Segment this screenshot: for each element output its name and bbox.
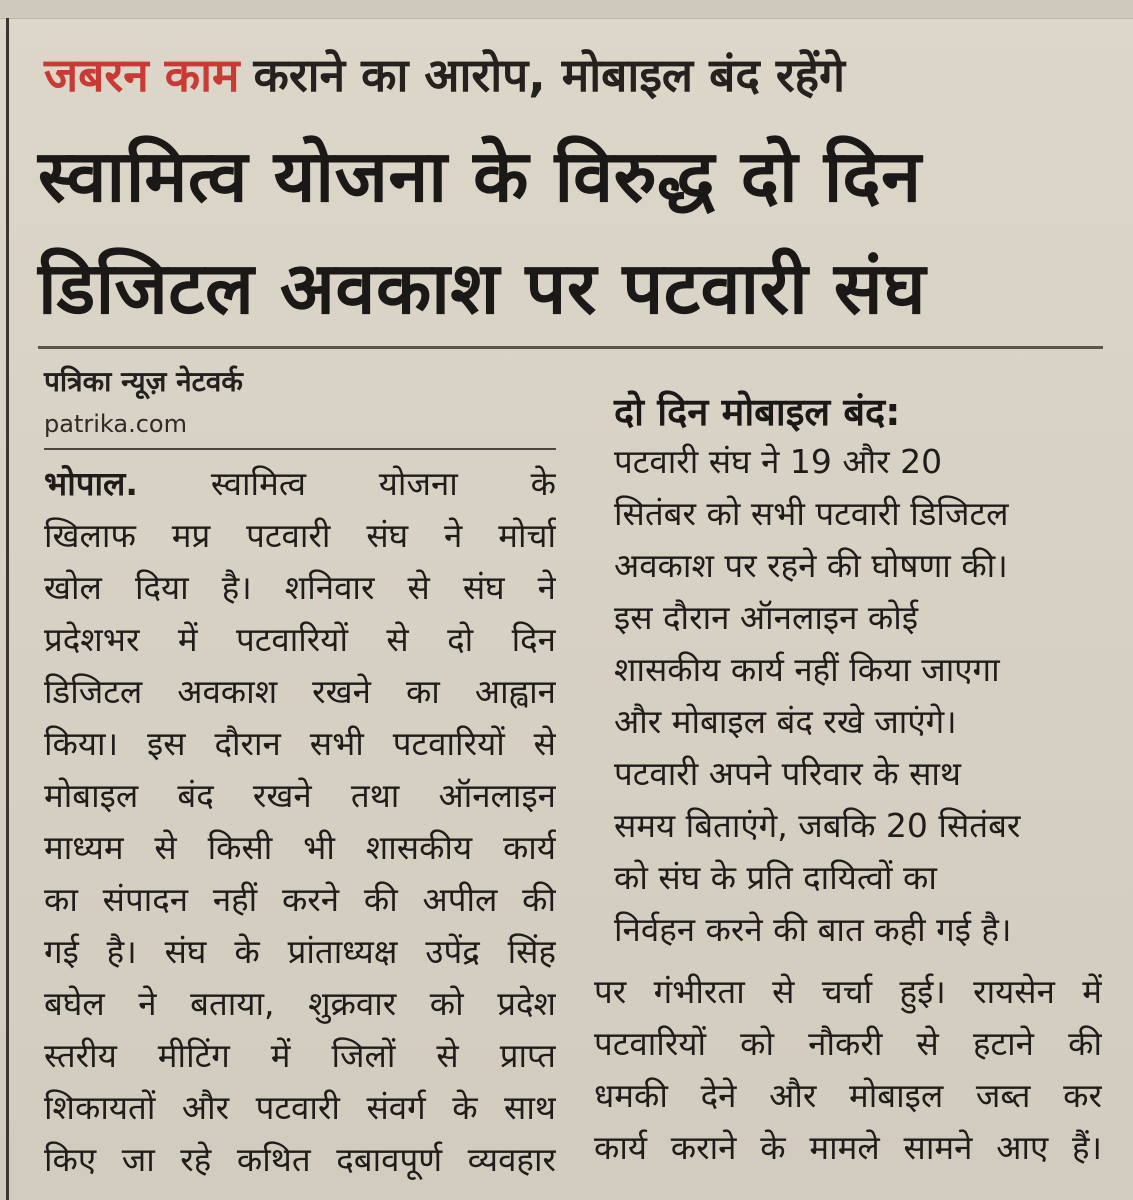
body-left-column (44, 458, 556, 1186)
body-left-line: का संपादन नहीं करने की अपील की (44, 880, 556, 919)
box-line: निर्वहन करने की बात कही गई है। (614, 910, 1012, 949)
body-left-line: प्रदेशभर में पटवारियों से दो दिन (44, 620, 556, 659)
body-left-line (44, 458, 556, 510)
box-line: शासकीय कार्य नहीं किया जाएगा (614, 650, 1000, 689)
body-left-line: माध्यम से किसी भी शासकीय कार्य (44, 828, 556, 867)
body-left-line: गई है। संघ के प्रांताध्यक्ष उपेंद्र सिंह (44, 932, 556, 971)
sidebar-box-body (614, 436, 1094, 956)
byline-rule (44, 448, 556, 450)
kicker (44, 40, 1104, 110)
body-left-line: खिलाफ मप्र पटवारी संघ ने मोर्चा (44, 516, 556, 555)
body-left-line: खोल दिया है। शनिवार से संघ ने (44, 568, 556, 607)
sidebar-box-title: दो दिन मोबाइल बंद: (614, 390, 901, 434)
body-left-line: शिकायतों और पटवारी संवर्ग के साथ (44, 1088, 556, 1127)
box-line: इस दौरान ऑनलाइन कोई (614, 598, 919, 637)
body-right-line: धमकी देने और मोबाइल जब्त कर (594, 1076, 1102, 1115)
dateline: भोपाल. (44, 464, 138, 503)
box-line: को संघ के प्रति दायित्वों का (614, 858, 937, 897)
body-left-line: किया। इस दौरान सभी पटवारियों से (44, 724, 556, 763)
box-line: पटवारी संघ ने 19 और 20 (614, 442, 943, 481)
left-column-rule (6, 18, 9, 1200)
box-line: सितंबर को सभी पटवारी डिजिटल (614, 494, 1009, 533)
headline-line-1: स्वामित्व योजना के विरुद्ध दो दिन (38, 134, 922, 218)
body-right-line: कार्य कराने के मामले सामने आए हैं। (594, 1128, 1102, 1167)
body-left-line: मोबाइल बंद रखने तथा ऑनलाइन (44, 776, 556, 815)
headline-divider (38, 346, 1103, 349)
box-line: अवकाश पर रहने की घोषणा की। (614, 546, 1008, 585)
body-left-line: बघेल ने बताया, शुक्रवार को प्रदेश (44, 984, 556, 1023)
kicker-rest: कराने का आरोप, मोबाइल बंद रहेंगे (253, 48, 845, 102)
box-line: पटवारी अपने परिवार के साथ (614, 754, 962, 793)
box-line: और मोबाइल बंद रखे जाएंगे। (614, 702, 957, 741)
byline-agency: पत्रिका न्यूज़ नेटवर्क (44, 365, 243, 398)
top-bleed-strip (0, 0, 1133, 19)
headline-line-2: डिजिटल अवकाश पर पटवारी संघ (38, 246, 927, 330)
box-line: समय बिताएंगे, जबकि 20 सितंबर (614, 806, 1021, 845)
body-left-line: स्तरीय मीटिंग में जिलों से प्राप्त (44, 1036, 556, 1075)
kicker-highlight: जबरन काम (44, 48, 240, 102)
body-left-text: स्वामित्व योजना के (210, 464, 556, 503)
body-right-line: पर गंभीरता से चर्चा हुई। रायसेन में (594, 972, 1102, 1011)
body-left-line: डिजिटल अवकाश रखने का आह्वान (44, 672, 556, 711)
body-right-line: पटवारियों को नौकरी से हटाने की (594, 1024, 1102, 1063)
body-right-column (594, 966, 1102, 1174)
body-left-line: किए जा रहे कथित दबावपूर्ण व्यवहार (44, 1140, 556, 1179)
byline-site: patrika.com (44, 410, 187, 438)
